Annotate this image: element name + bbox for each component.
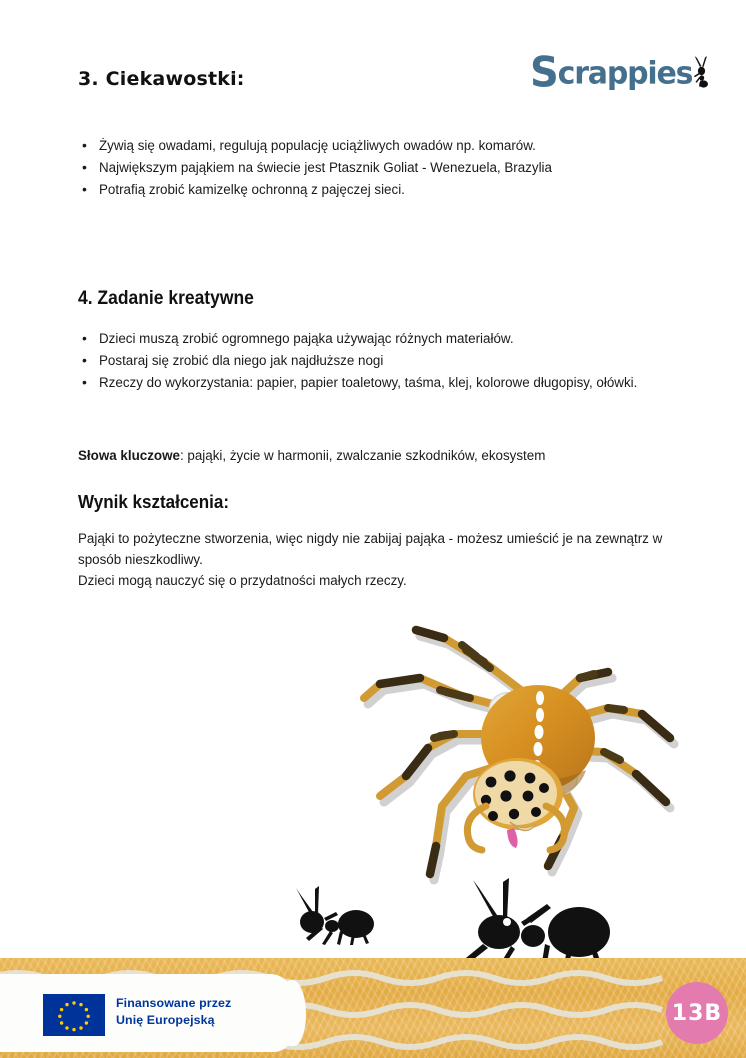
- outcome-paragraph-2: Dzieci mogą nauczyć się o przydatności małych rzeczy.: [78, 573, 407, 588]
- list-item: • Rzeczy do wykorzystania: papier, papier toaletowy, taśma, klej, kolorowe długopisy, ołówki.: [72, 373, 672, 393]
- keywords-label: Słowa kluczowe: [78, 448, 180, 463]
- ant-icon: [680, 54, 712, 88]
- outcome-heading: Wynik kształcenia:: [78, 491, 230, 512]
- outcome-paragraph-1: Pająki to pożyteczne stworzenia, więc nigdy nie zabijaj pająka - możesz umieścić je na zewnątrz w sposób nieszkodliwy.: [78, 531, 663, 567]
- list-ciekawostki: [72, 136, 672, 202]
- logo-wordmark: [530, 48, 693, 98]
- section-heading-ciekawostki: 3. Ciekawostki:: [78, 68, 245, 90]
- keywords-separator: :: [179, 448, 188, 463]
- small-ant-illustration: [282, 886, 390, 948]
- eu-funding-banner: [0, 974, 296, 1052]
- eu-flag-icon: [43, 994, 105, 1036]
- list-item: • Największym pająkiem na świecie jest Ptasznik Goliat - Wenezuela, Brazylia: [72, 158, 672, 178]
- section-heading-zadanie-kreatywne: 4. Zadanie kreatywne: [78, 288, 254, 309]
- eu-funding-label: [116, 995, 231, 1029]
- eu-funding-line-1: Finansowane przez: [116, 996, 232, 1010]
- scrappies-logo: [530, 48, 710, 98]
- list-item: • Potrafią zrobić kamizelkę ochronną z pajęczej sieci.: [72, 180, 672, 200]
- large-ant-illustration: [455, 878, 630, 970]
- spider-illustration: [358, 616, 688, 891]
- list-item: • Postaraj się zrobić dla niego jak najdłuższe nogi: [72, 351, 672, 371]
- list-item: • Żywią się owadami, regulują populację uciążliwych owadów np. komarów.: [72, 136, 672, 156]
- eu-funding-line-2: Unię Europejską: [116, 1013, 215, 1027]
- logo-capital-letter: S: [530, 48, 558, 98]
- keywords-value: pająki, życie w harmonii, zwalczanie szkodników, ekosystem: [187, 448, 546, 463]
- list-item: • Dzieci muszą zrobić ogromnego pająka używając różnych materiałów.: [72, 329, 672, 349]
- list-zadanie-kreatywne: [72, 329, 672, 395]
- page-number-badge: 13B: [666, 982, 728, 1044]
- keywords-line: [78, 445, 678, 466]
- footer-band: [0, 958, 746, 1058]
- logo-rest-letters: crappies: [557, 55, 693, 92]
